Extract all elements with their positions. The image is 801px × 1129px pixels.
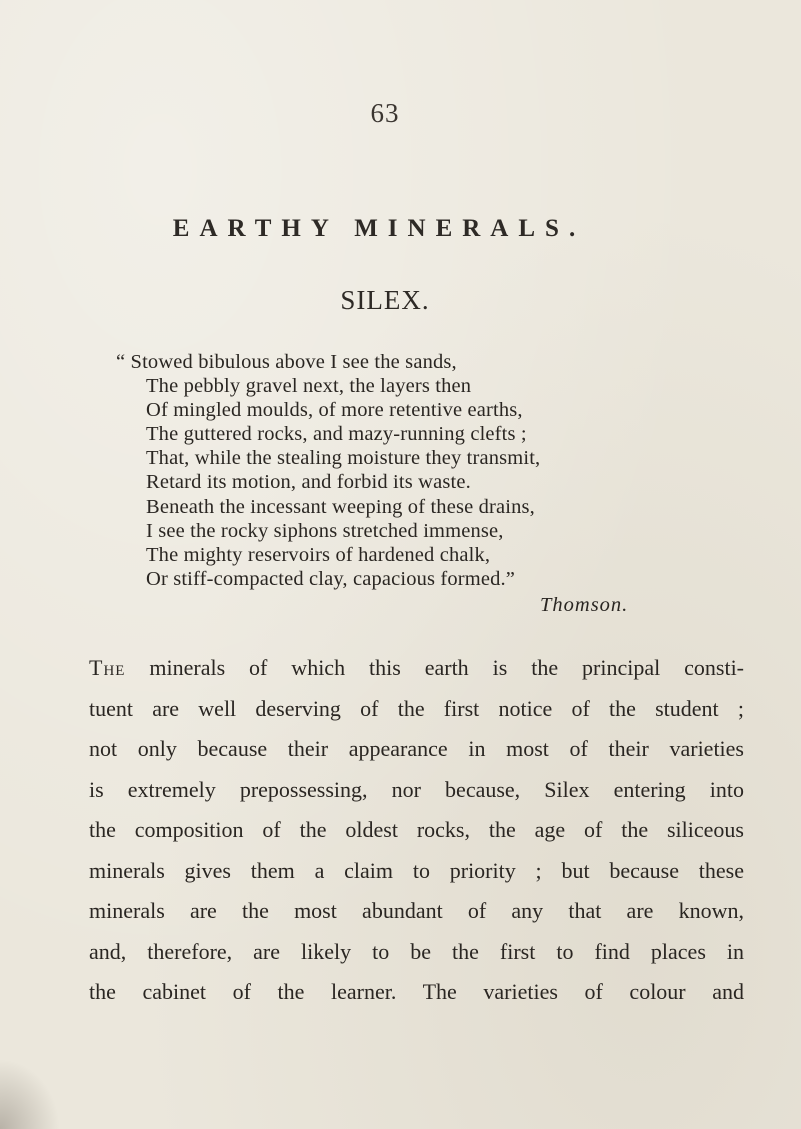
body-line: not only because their appearance in most of their varieties xyxy=(89,736,744,761)
body-line: minerals are the most abundant of any that are known, xyxy=(89,898,744,923)
poem-line: The pebbly gravel next, the layers then xyxy=(146,375,472,398)
section-title: SILEX. xyxy=(340,285,430,315)
poem-line: Or stiff-compacted clay, capacious formed.” xyxy=(146,567,516,590)
poem-line: I see the rocky siphons stretched immense, xyxy=(146,519,504,542)
poem-line: The guttered rocks, and mazy-running clefts ; xyxy=(146,423,527,446)
page-edge-shadow xyxy=(0,1059,60,1129)
body-line: tuent are well deserving of the first notice of the student ; xyxy=(89,695,744,721)
body-line: minerals gives them a claim to priority ; but because these xyxy=(89,857,744,883)
chapter-title: EARTHY MINERALS. xyxy=(172,215,586,242)
poem-quotation xyxy=(116,350,540,591)
body-paragraph xyxy=(89,648,744,1013)
poem-line: The mighty reservoirs of hardened chalk, xyxy=(146,543,491,566)
body-line: is extremely prepossessing, nor because, Silex entering into xyxy=(89,776,744,802)
poem-line: That, while the stealing moisture they transmit, xyxy=(146,447,541,470)
poem-attribution: Thomson. xyxy=(540,594,629,616)
poem-line: Retard its motion, and forbid its waste. xyxy=(146,471,471,494)
body-line: and, therefore, are likely to be the first to find places in xyxy=(89,938,744,964)
first-line-text: minerals of which this earth is the principal consti- xyxy=(149,655,745,680)
body-line: the cabinet of the learner. The varieties of colour and xyxy=(89,979,744,1004)
body-line xyxy=(89,648,744,689)
poem-line: Beneath the incessant weeping of these drains, xyxy=(146,495,535,518)
opening-word: The xyxy=(89,655,126,680)
page-number: 63 xyxy=(370,98,400,128)
body-line: the composition of the oldest rocks, the age of the siliceous xyxy=(89,817,744,842)
poem-line: Of mingled moulds, of more retentive earths, xyxy=(146,399,523,422)
poem-line: “ Stowed bibulous above I see the sands, xyxy=(116,351,457,373)
